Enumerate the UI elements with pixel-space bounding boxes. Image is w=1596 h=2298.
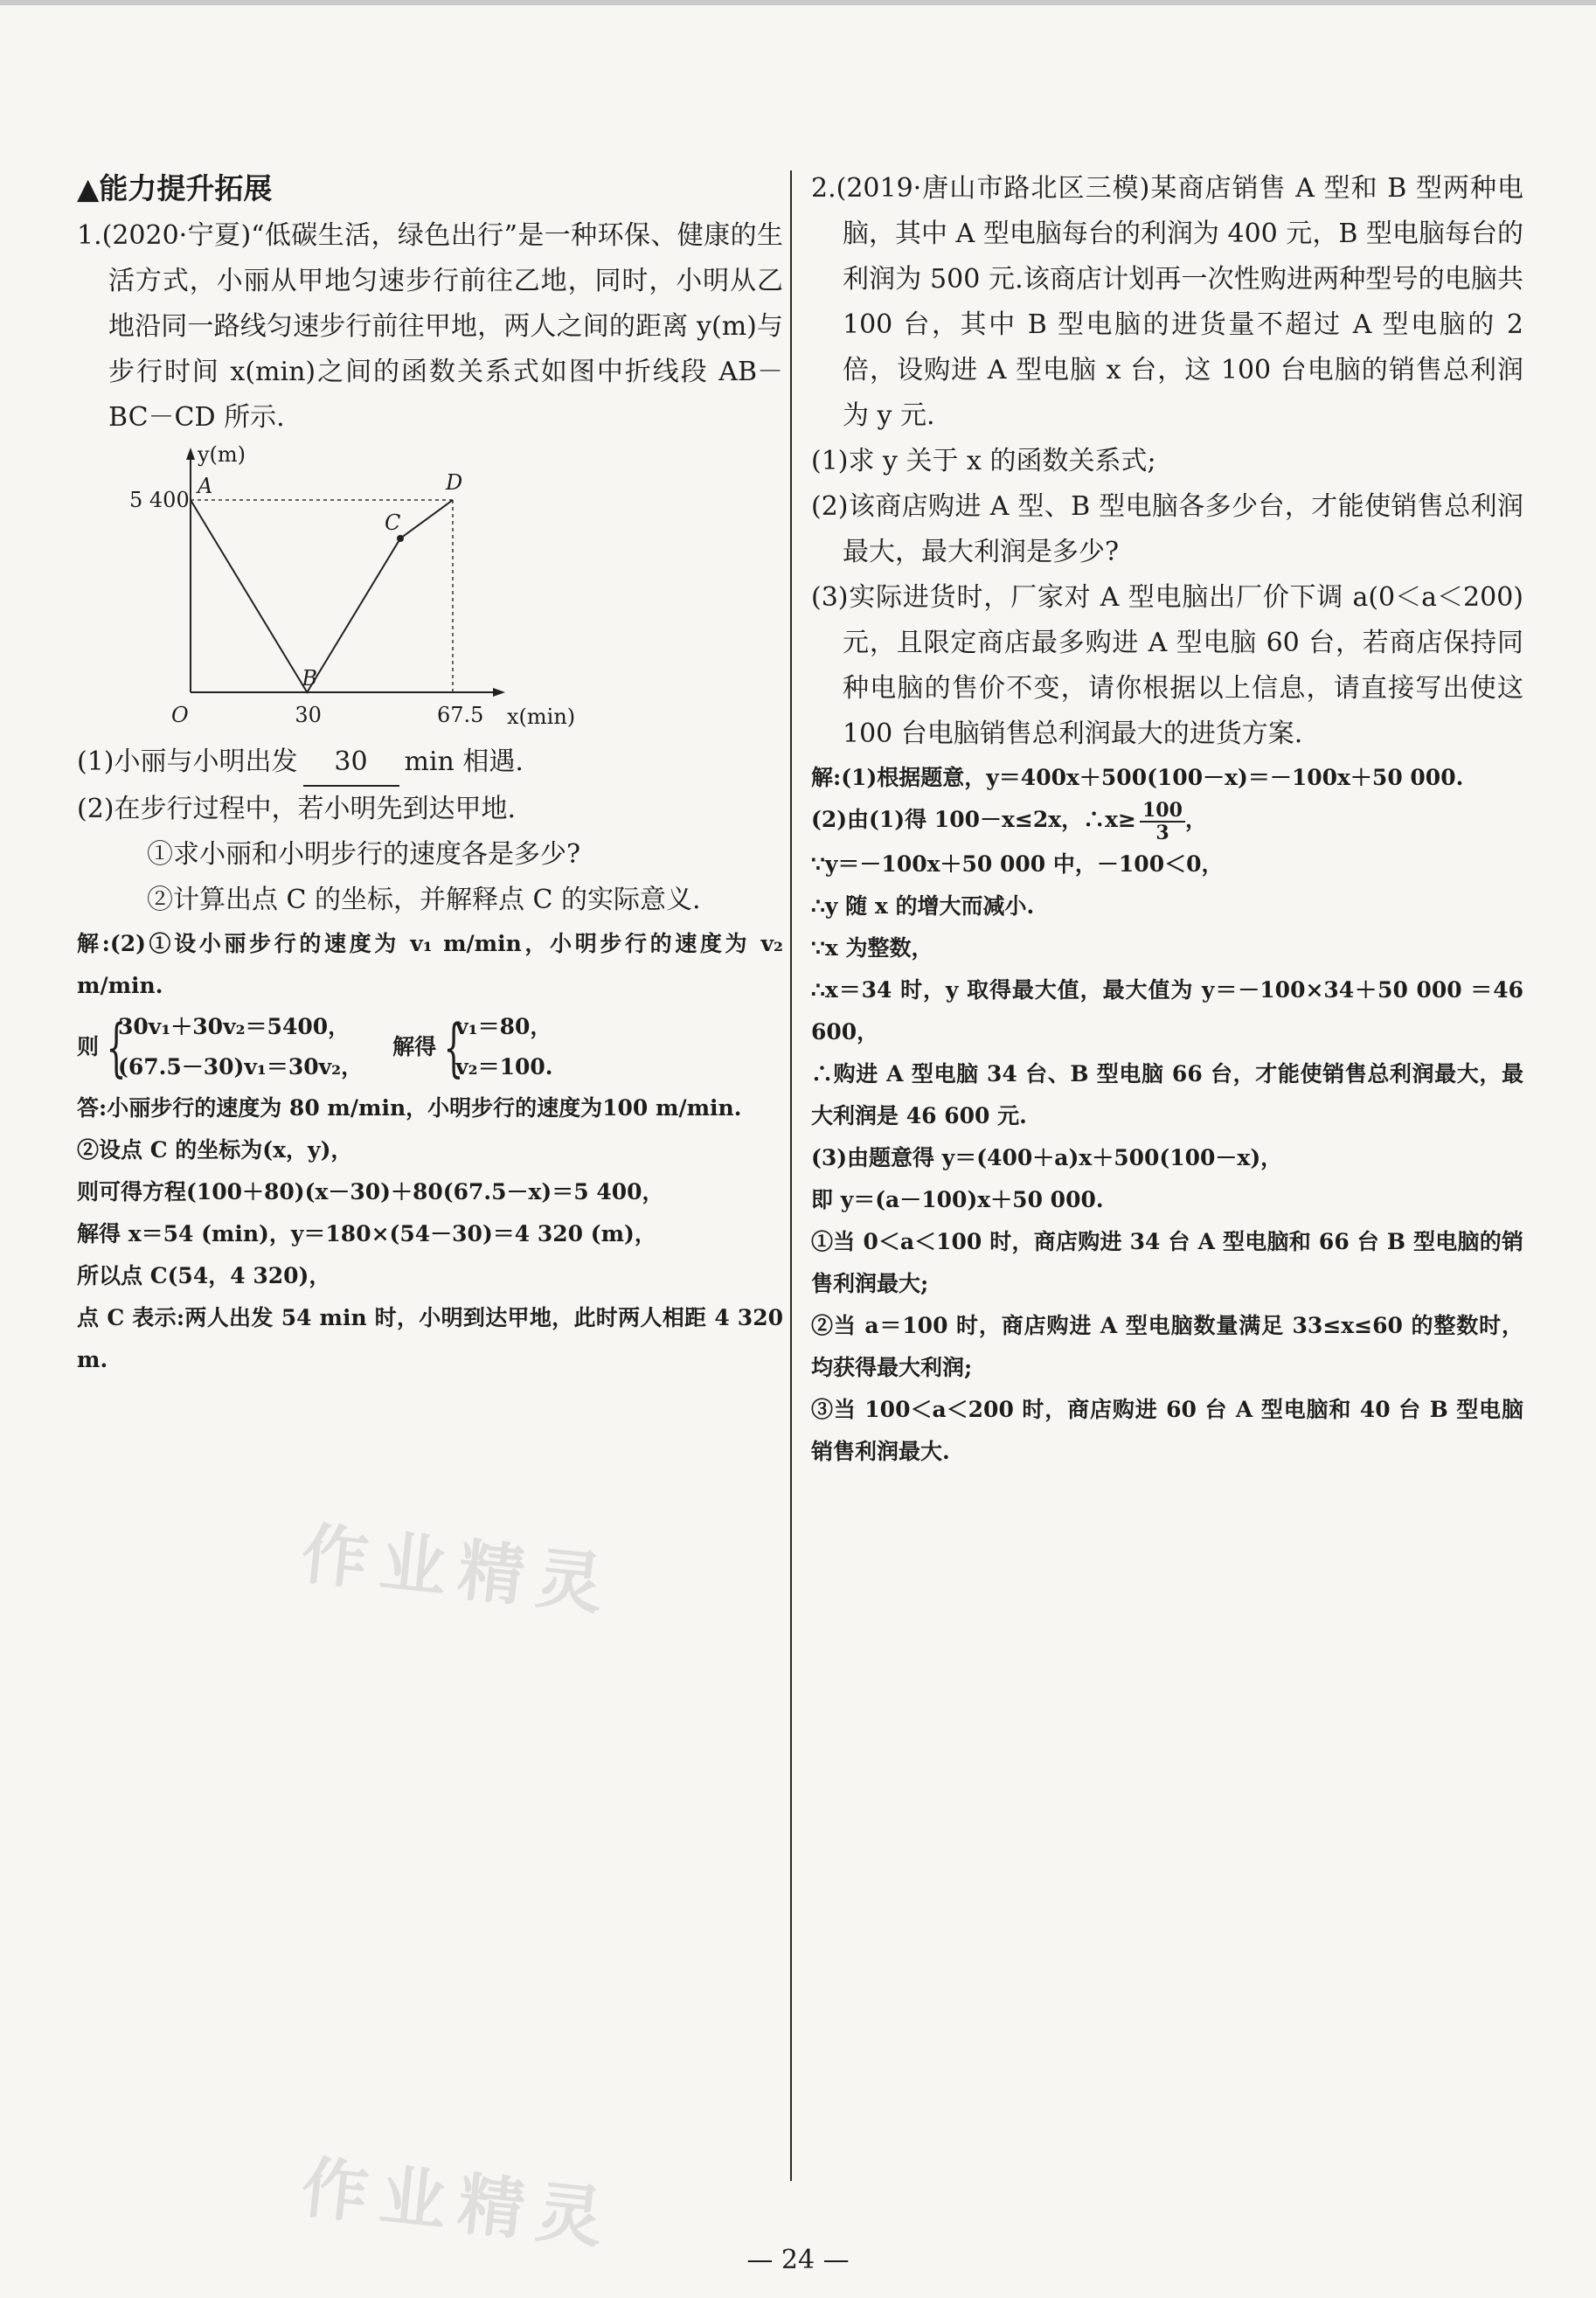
q2-stem: 2.(2019·唐山市路北区三模)某商店销售 A 型和 B 型两种电脑，其中 A 型电脑每台的利润为 400 元，B 型电脑每台的利润为 500 元.该商店计划再一次性购进两种型号的电脑共 100 台，其中 B 型电脑的进货量不超过 A 型电脑的 2 倍，设购进 A 型电脑 x 台，这 100 台电脑的销售总利润为 y 元. — [811, 173, 1523, 431]
q2-solution-line: ∴x＝34 时，y 取得最大值，最大值为 y＝－100×34＋50 000 ＝46 600， — [811, 976, 1523, 1045]
q2-solution-line: ∴购进 A 型电脑 34 台、B 型电脑 66 台，才能使销售总利润最大，最大利润是 46 600 元. — [811, 1060, 1523, 1128]
q1-part2-b: ②计算出点 C 的坐标，并解释点 C 的实际意义. — [147, 885, 701, 915]
q1-solution-line: 答:小丽步行的速度为 80 m/min，小明步行的速度为100 m/min. — [77, 1095, 742, 1121]
equation-2: (67.5－30)v₁＝30v₂， — [118, 1054, 364, 1080]
y-axis-arrow-icon — [186, 448, 195, 460]
left-brace-icon: { — [443, 1010, 464, 1084]
q1-part1-answer: 30 — [303, 739, 399, 787]
q2-solution-line: ∵x 为整数， — [811, 934, 933, 961]
point-label-b: B — [302, 666, 317, 691]
y-axis-label: y(m) — [198, 442, 246, 467]
distance-time-chart — [129, 442, 767, 736]
top-edge — [0, 0, 1596, 5]
q2-solution-text: (2)由(1)得 100－x≤2x，∴x≥ — [811, 807, 1136, 832]
q2-solution-line: ∵y＝－100x＋50 000 中，－100＜0， — [811, 850, 1224, 877]
fraction — [1140, 800, 1185, 844]
left-brace-icon: { — [106, 1010, 127, 1084]
q1-part1 — [77, 739, 783, 787]
equation-1: 30v₁＋30v₂＝5400， — [118, 1014, 350, 1039]
q1-part2-a: ①求小丽和小明步行的速度各是多少? — [147, 839, 581, 870]
q1-solution-line: 点 C 表示:两人出发 54 min 时，小明到达甲地，此时两人相距 4 320 m. — [77, 1305, 783, 1372]
q1-solution-line: 则可得方程(100＋80)(x－30)＋80(67.5－x)＝5 400， — [77, 1179, 664, 1205]
fraction-denominator: 3 — [1155, 821, 1169, 844]
q1-solution-line: 解:(2)①设小丽步行的速度为 v₁ m/min，小明步行的速度为 v₂ m/min. — [77, 931, 783, 998]
point-label-c: C — [385, 510, 401, 535]
solve-label: 解得 — [392, 1034, 437, 1059]
q1-part2: (2)在步行过程中，若小明先到达甲地. — [77, 794, 517, 824]
then-label: 则 — [77, 1034, 100, 1059]
system-left — [102, 1007, 363, 1087]
x-tick-label: 67.5 — [437, 703, 484, 727]
point-label-a: A — [198, 474, 213, 498]
point-c-marker — [397, 535, 404, 542]
x-tick-label: 30 — [295, 703, 322, 727]
fraction-numerator: 100 — [1140, 800, 1185, 823]
q1-solution-line: 解得 x＝54 (min)，y＝180×(54－30)＝4 320 (m)， — [77, 1221, 656, 1246]
system-right — [440, 1007, 552, 1087]
y-tick-label: 5 400 — [129, 488, 190, 512]
result-1: v₁＝80， — [455, 1014, 552, 1039]
q2-part3: (3)实际进货时，厂家对 A 型电脑出厂价下调 a(0＜a＜200)元，且限定商店最多购进 A 型电脑 60 台，若商店保持同种电脑的售价不变，请你根据以上信息，请直接写出使这 100 台电脑销售总利润最大的进货方案. — [811, 582, 1523, 749]
watermark: 作业精灵 — [297, 2148, 620, 2259]
point-label-d: D — [446, 470, 463, 495]
q2-solution-line: 即 y＝(a－100)x＋50 000. — [811, 1186, 1104, 1212]
column-divider — [790, 170, 792, 2181]
q2-solution-line: ③当 100＜a＜200 时，商店购进 60 台 A 型电脑和 40 台 B 型电脑销售利润最大. — [811, 1396, 1523, 1464]
q2-solution-line: ②当 a＝100 时，商店购进 A 型电脑数量满足 33≤x≤60 的整数时，均获得最大利润; — [811, 1312, 1523, 1380]
q2-solution-line: ①当 0＜a＜100 时，商店购进 34 台 A 型电脑和 66 台 B 型电脑的销售利润最大; — [811, 1228, 1523, 1296]
right-column — [811, 166, 1523, 1473]
q1-equation-system — [77, 1007, 783, 1087]
x-axis-label: x(min) — [507, 705, 576, 729]
section-title: ▲能力提升拓展 — [77, 171, 273, 205]
q2-solution-line: (3)由题意得 y＝(400＋a)x＋500(100－x)， — [811, 1144, 1283, 1170]
q1-stem: 1.(2020·宁夏)“低碳生活，绿色出行”是一种环保、健康的生活方式，小丽从甲地匀速步行前往乙地，同时，小明从乙地沿同一路线匀速步行前往甲地，两人之间的距离 y(m)与步行时间 x(min)之间的函数关系式如图中折线段 AB－BC－CD 所示. — [77, 220, 783, 433]
q2-solution-line: 解:(1)根据题意，y＝400x＋500(100－x)＝－100x＋50 000. — [811, 765, 1464, 790]
watermark: 作业精灵 — [297, 1514, 620, 1625]
page-number: — 24 — — [746, 2245, 850, 2275]
q2-solution-text: ， — [1184, 807, 1207, 832]
q2-solution-line: ∴y 随 x 的增大而减小. — [811, 892, 1035, 919]
data-series-line — [191, 500, 453, 692]
q1-solution-line: ②设点 C 的坐标为(x，y)， — [77, 1137, 353, 1163]
q1-part1-unit: min 相遇. — [404, 746, 524, 777]
q1-solution-line: 所以点 C(54，4 320)， — [77, 1263, 331, 1288]
result-2: v₂＝100. — [455, 1054, 553, 1080]
q2-part1: (1)求 y 关于 x 的函数关系式; — [811, 446, 1156, 476]
origin-label: O — [171, 703, 189, 727]
left-column — [77, 166, 783, 1381]
q2-solution-line — [811, 799, 1523, 844]
q1-part1-text: (1)小丽与小明出发 — [77, 746, 298, 777]
q2-part2: (2)该商店购进 A 型、B 型电脑各多少台，才能使销售总利润最大，最大利润是多少? — [811, 491, 1523, 567]
x-axis-arrow-icon — [493, 688, 505, 697]
